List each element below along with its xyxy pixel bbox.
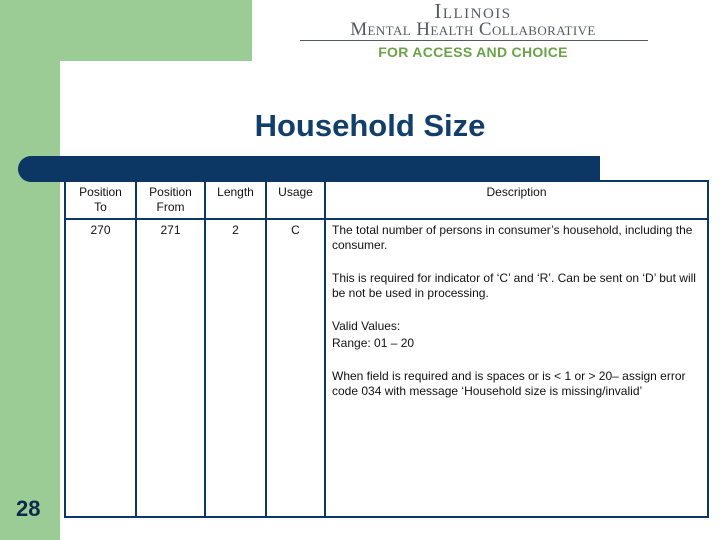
cell-description (325, 219, 708, 517)
cell-position-to: 270 (65, 219, 136, 517)
header-usage: Usage (266, 181, 325, 219)
field-spec-table-wrapper (64, 180, 709, 518)
header-position-from: Position From (136, 181, 205, 219)
description-valid-values-label: Valid Values: (332, 319, 401, 333)
logo-org-name: Mental Health Collaborative (350, 19, 596, 40)
rounded-corner (60, 61, 120, 121)
description-error-rule: When field is required and is spaces or is < 1 or > 20– assign error code 034 with message ‘Household size is missing/invalid’ (332, 369, 686, 398)
top-green-band (0, 0, 252, 61)
header-position-to: Position To (65, 181, 136, 219)
table-header-row (65, 181, 708, 219)
logo-state: Illinois (434, 0, 512, 23)
logo-tagline: FOR ACCESS AND CHOICE (378, 44, 568, 60)
header-length: Length (205, 181, 266, 219)
description-requirement: This is required for indicator of ‘C’ and ‘R’. Can be sent on ‘D’ but will be not be used in processing. (332, 271, 696, 300)
page-number: 28 (16, 496, 41, 521)
header-description: Description (325, 181, 708, 219)
slide-title: Household Size (254, 108, 486, 143)
cell-usage: C (266, 219, 325, 517)
cell-length: 2 (205, 219, 266, 517)
header-bar (18, 156, 600, 182)
left-green-band (0, 0, 60, 540)
description-range: Range: 01 – 20 (332, 336, 415, 350)
logo-divider (300, 40, 648, 41)
cell-position-from: 271 (136, 219, 205, 517)
table-row (65, 219, 708, 517)
description-definition: The total number of persons in consumer’s household, including the consumer. (332, 223, 693, 252)
field-spec-table (64, 180, 709, 518)
collaborative-logo (298, 0, 650, 64)
